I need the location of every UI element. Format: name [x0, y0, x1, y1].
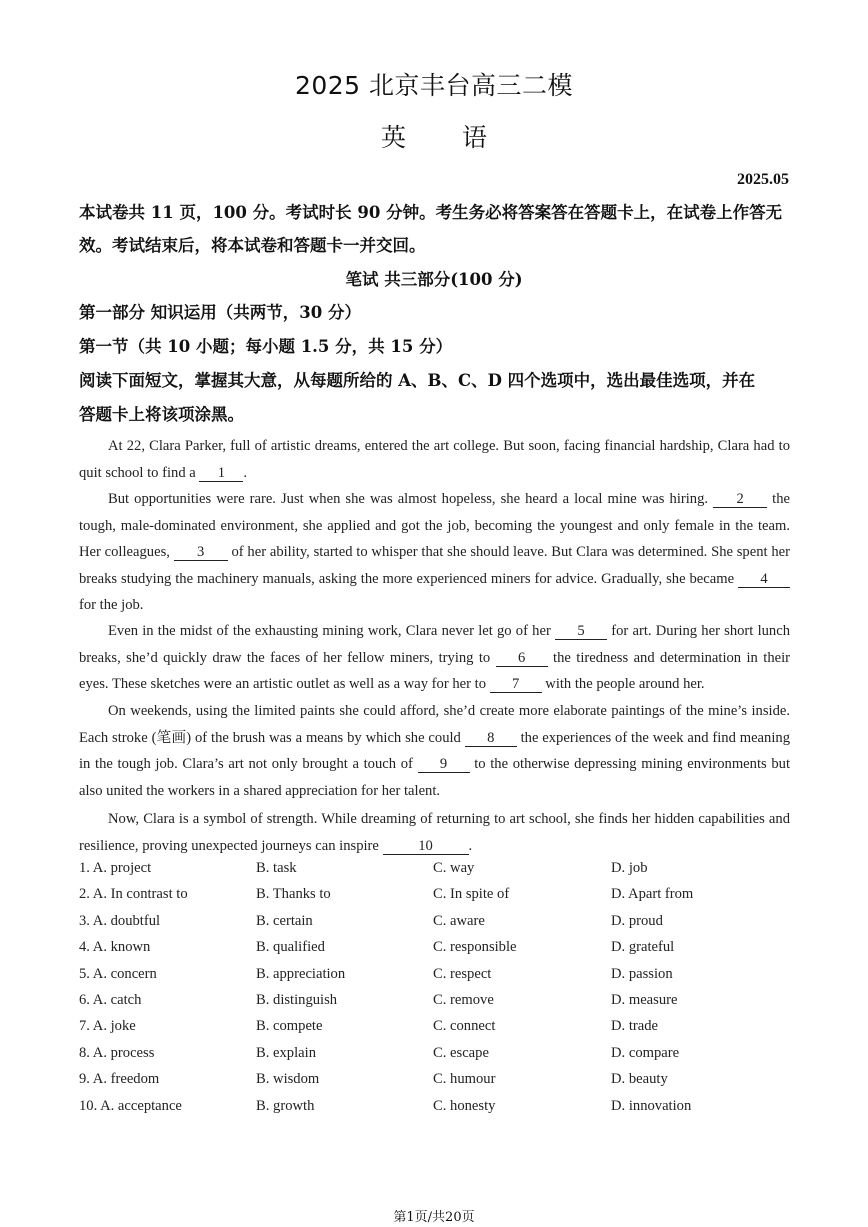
- option-6d: D. measure: [611, 991, 678, 1008]
- option-9a: 9. A. freedom: [79, 1071, 160, 1088]
- option-row-3: [79, 913, 799, 939]
- blank-7: 7: [490, 676, 542, 693]
- option-1c: C. way: [433, 860, 475, 876]
- option-4a: 4. A. known: [79, 939, 151, 956]
- option-8b: B. explain: [256, 1044, 316, 1061]
- option-row-5: [79, 966, 799, 992]
- blank-6: 6: [496, 650, 548, 667]
- blank-10: 10: [383, 838, 469, 855]
- blank-3: 3: [174, 544, 228, 561]
- option-row-7: [79, 1018, 799, 1044]
- option-4c: C. responsible: [433, 939, 517, 956]
- option-row-2: [79, 886, 799, 912]
- blank-8: 8: [465, 730, 517, 747]
- option-5b: B. appreciation: [256, 965, 346, 982]
- option-7a: 7. A. joke: [79, 1018, 136, 1035]
- option-row-8: [79, 1045, 799, 1071]
- option-2d: D. Apart from: [611, 886, 694, 903]
- option-row-10: [79, 1098, 799, 1124]
- blank-5: 5: [555, 623, 607, 640]
- page-title: 2025 北京丰台高三二模: [294, 71, 574, 100]
- blank-1: 1: [199, 465, 243, 482]
- option-3a: 3. A. doubtful: [79, 912, 161, 929]
- option-5d: D. passion: [611, 965, 673, 982]
- subject-char-2: 语: [462, 123, 488, 152]
- option-10a: 10. A. acceptance: [79, 1097, 182, 1114]
- option-4b: B. qualified: [256, 939, 325, 956]
- blank-9: 9: [418, 756, 470, 773]
- option-6c: C. remove: [433, 991, 494, 1008]
- exam-date: 2025.05: [737, 171, 789, 188]
- page-number: 第1页/共20页: [393, 1210, 475, 1225]
- option-9c: C. humour: [433, 1071, 496, 1088]
- option-2c: C. In spite of: [433, 886, 510, 903]
- option-2a: 2. A. In contrast to: [79, 886, 188, 903]
- option-9b: B. wisdom: [256, 1071, 320, 1088]
- answer-options: [79, 860, 799, 1124]
- option-row-9: [79, 1071, 799, 1097]
- option-10c: C. honesty: [433, 1097, 496, 1114]
- option-row-4: [79, 939, 799, 965]
- blank-2: 2: [713, 491, 767, 508]
- option-1a: 1. A. project: [79, 860, 152, 876]
- option-4d: D. grateful: [611, 939, 675, 956]
- option-10b: B. growth: [256, 1097, 315, 1114]
- passage-paragraph-4: On weekends, using the limited paints she could afford, she’d create more elaborate paintings of the mine’s inside. Each stroke (笔画) of the brush was a means by which she could 8 the experiences of the week and find meaning in the tough job. Clara’s art not only brought a touch of 9 to the otherwise depressing mining environments but also united the workers in a shared appreciation for her talent.: [79, 703, 791, 799]
- option-3d: D. proud: [611, 912, 663, 929]
- directions-line-2: 答题卡上将该项涂黑。: [79, 405, 244, 424]
- exam-section-title: 笔试 共三部分(100 分): [345, 270, 523, 289]
- option-8c: C. escape: [433, 1044, 489, 1061]
- option-10d: D. innovation: [611, 1097, 692, 1114]
- option-row-1: [79, 860, 799, 886]
- option-8a: 8. A. process: [79, 1044, 155, 1061]
- part-one-heading: 第一部分 知识运用（共两节，30 分）: [79, 303, 361, 322]
- option-7b: B. compete: [256, 1018, 323, 1035]
- option-1d: D. job: [611, 860, 648, 876]
- blank-4: 4: [738, 571, 790, 588]
- passage-paragraph-1: At 22, Clara Parker, full of artistic dreams, entered the art college. But soon, facing financial hardship, Clara had to quit school to find a 1 .: [79, 438, 790, 481]
- passage-paragraph-3: Even in the midst of the exhausting mining work, Clara never let go of her 5 for art. During her short lunch breaks, she’d quickly draw the faces of her fellow miners, trying to 6 the tiredness and determination in their eyes. These sketches were an artistic outlet as well as a way for her to 7 with the people around her.: [79, 623, 791, 692]
- directions-line-1: 阅读下面短文，掌握其大意，从每题所给的 A、B、C、D 四个选项中，选出最佳选项，并在: [79, 371, 756, 390]
- option-9d: D. beauty: [611, 1071, 668, 1088]
- option-3c: C. aware: [433, 912, 485, 929]
- instructions-line-1: 本试卷共 11 页，100 分。考试时长 90 分钟。考生务必将答案答在答题卡上，在试卷上作答无: [79, 203, 783, 222]
- passage-paragraph-2: But opportunities were rare. Just when she was almost hopeless, she heard a local mine was hiring. 2 the tough, male-dominated environment, she applied and got the job, becoming the youngest and only female in the team. Her colleagues, 3 of her ability, started to whisper that she should leave. But Clara was determined. She spent her breaks studying the machinery manuals, asking the more experienced miners for advice. Gradually, she became 4 for the job.: [79, 491, 790, 613]
- option-5c: C. respect: [433, 965, 492, 982]
- subject-title: [0, 118, 868, 154]
- option-8d: D. compare: [611, 1044, 680, 1061]
- instructions-line-2: 效。考试结束后，将本试卷和答题卡一并交回。: [79, 236, 426, 255]
- passage-paragraph-5: Now, Clara is a symbol of strength. While dreaming of returning to art school, she finds her hidden capabilities and resilience, proving unexpected journeys can inspire 10 .: [79, 811, 790, 854]
- option-5a: 5. A. concern: [79, 965, 157, 982]
- option-2b: B. Thanks to: [256, 886, 331, 903]
- section-one-heading: 第一节（共 10 小题；每小题 1.5 分，共 15 分）: [79, 337, 453, 356]
- option-6b: B. distinguish: [256, 991, 338, 1008]
- option-3b: B. certain: [256, 912, 313, 929]
- subject-char-1: 英: [380, 123, 406, 152]
- option-6a: 6. A. catch: [79, 991, 142, 1008]
- option-7d: D. trade: [611, 1018, 659, 1035]
- option-row-6: [79, 992, 799, 1018]
- option-1b: B. task: [256, 860, 297, 876]
- option-7c: C. connect: [433, 1018, 496, 1035]
